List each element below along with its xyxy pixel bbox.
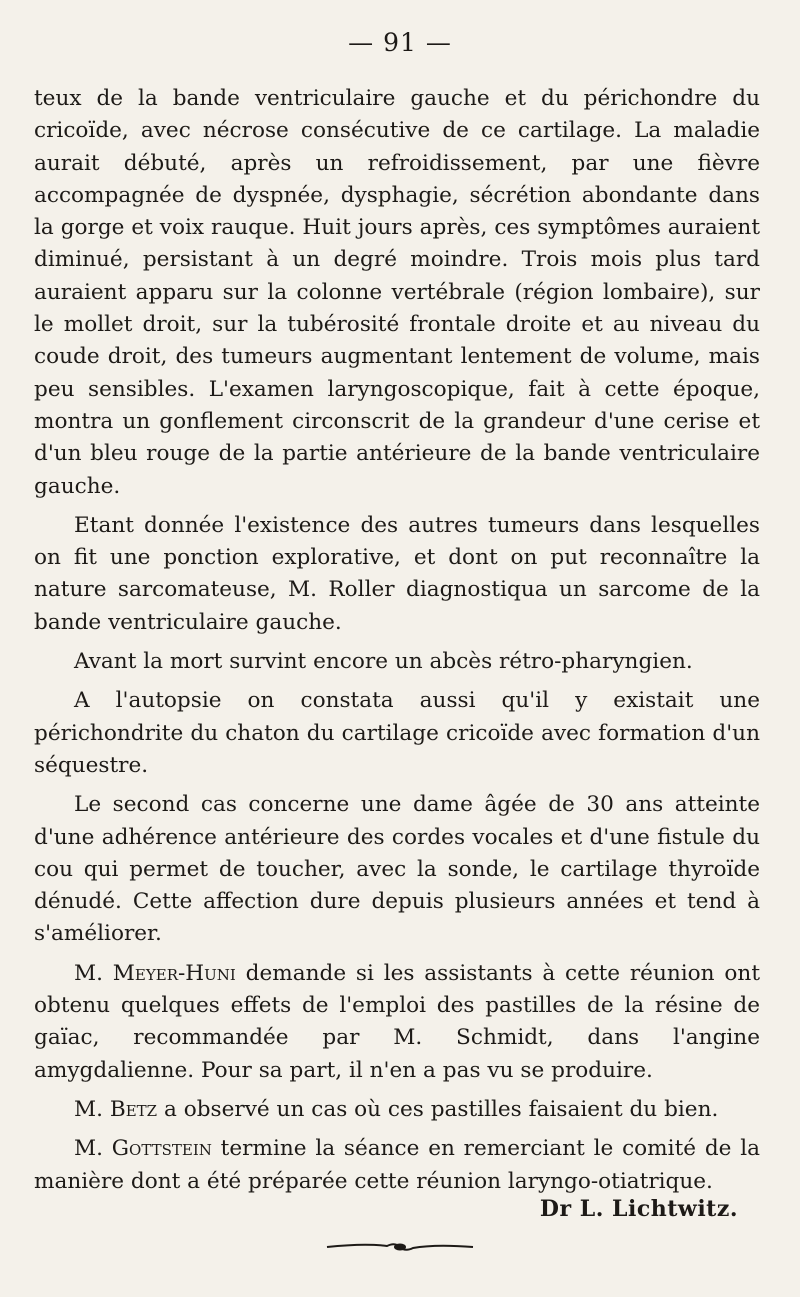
speaker-name: M. Betz [74,1096,158,1122]
paragraph-5: Le second cas concerne une dame âgée de 30 ans atteinte d'une adhérence antérieure des cordes vocales et d'une fistule du cou qui permet de toucher, avec la sonde, le cartilage thyroïde dénudé. Cette affection dure depuis plusieurs années et tend à s'améliorer. [34,792,760,947]
paragraph-2: Etant donnée l'existence des autres tumeurs dans lesquelles on fit une ponction explorative, et dont on put reconnaître la nature sarcomateuse, M. Roller diagnostiqua un sarcome de la bande ventriculaire gauche. [34,512,760,635]
speech-text: termine la séance en remerciant le comité de la manière dont a été préparée cette réunion laryngo-otiatrique. [34,1136,760,1194]
speech-2 [34,1094,760,1126]
ornament-divider [325,1240,475,1254]
speaker-name: M. Gottstein [74,1136,212,1162]
signature: Dr L. Lichtwitz. [539,1196,738,1222]
speech-text: demande si les assistants à cette réunion ont obtenu quelques effets de l'emploi des pastilles de la résine de gaïac, recommandée par M. Schmidt, dans l'angine amygdalienne. Pour sa part, il n'en a pas vu se produire. [34,960,760,1083]
speech-3 [34,1133,760,1198]
speaker-name: M. Meyer-Huni [74,960,236,986]
paragraph-3: Avant la mort survint encore un abcès rétro-pharyngien. [74,649,693,675]
speech-1 [34,958,760,1087]
page-number: — 91 — [348,28,452,57]
paragraph-4: A l'autopsie on constata aussi qu'il y existait une périchondrite du chaton du cartilage cricoïde avec formation d'un séquestre. [34,688,760,778]
body-text [34,83,760,1198]
speech-text: a observé un cas où ces pastilles faisaient du bien. [157,1096,719,1122]
paragraph-1: teux de la bande ventriculaire gauche et du périchondre du cricoïde, avec nécrose consécutive de ce cartilage. La maladie aurait débuté, après un refroidissement, par une fièvre accompagnée de dyspnée, dysphagie, sécrétion abondante dans la gorge et voix rauque. Huit jours après, ces symptômes auraient diminué, persistant à un degré moindre. Trois mois plus tard auraient apparu sur la colonne vertébrale (région lombaire), sur le mollet droit, sur la tubérosité frontale droite et au niveau du coude droit, des tumeurs augmentant lentement de volume, mais peu sensibles. L'examen laryngoscopique, fait à cette époque, montra un gonflement circonscrit de la grandeur d'une cerise et d'un bleu rouge de la partie antérieure de la bande ventriculaire gauche. [34,86,760,499]
